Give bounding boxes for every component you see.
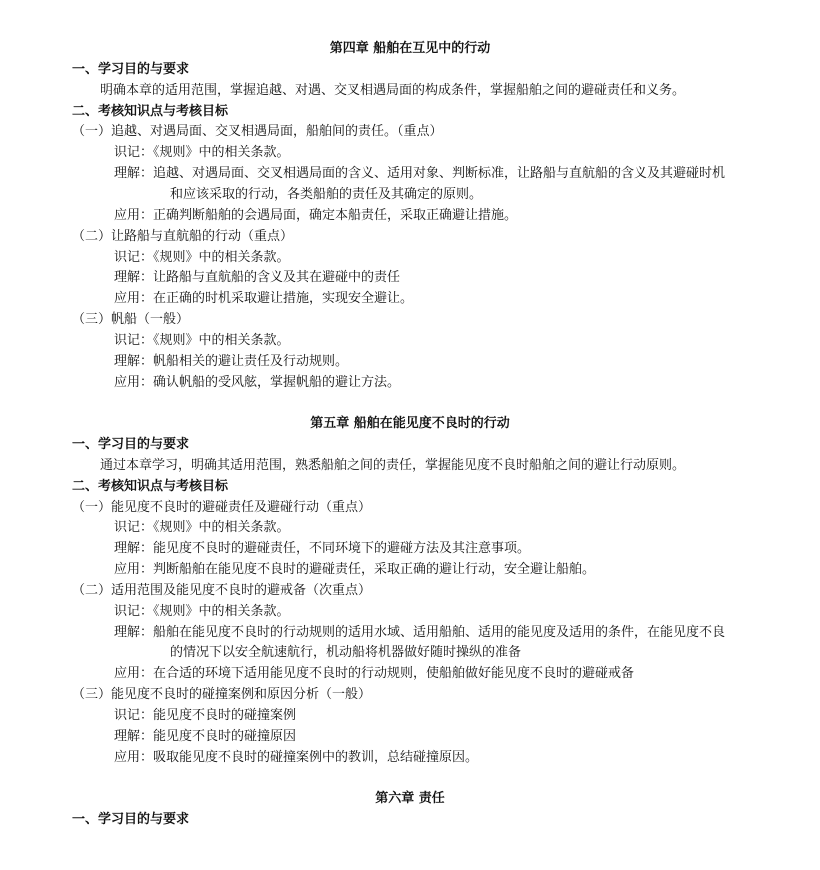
- chapter-4-section-1-heading: （一）追越、对遇局面、交叉相遇局面，船舶间的责任。（重点）: [72, 124, 443, 139]
- chapter-4-goals-heading: 一、学习目的与要求: [72, 62, 190, 77]
- chapter-5-title: 第五章 船舶在能见度不良时的行动: [310, 416, 510, 431]
- chapter-5-points-heading: 二、考核知识点与考核目标: [72, 479, 229, 494]
- chapter-4-section-1-recall: 识记：《规则》中的相关条款。: [114, 145, 290, 160]
- chapter-5-section-3-heading: （三）能见度不良时的碰撞案例和原因分析（一般）: [72, 687, 372, 702]
- chapter-4-section-3-understand: 理解：帆船相关的避让责任及行动规则。: [114, 354, 349, 369]
- chapter-4-section-3-apply: 应用：确认帆船的受风舷，掌握帆船的避让方法。: [114, 375, 401, 390]
- chapter-5-section-1-apply: 应用：判断船舶在能见度不良时的避碰责任，采取正确的避让行动，安全避让船舶。: [114, 562, 596, 577]
- chapter-5-section-1-understand: 理解：能见度不良时的避碰责任，不同环境下的避碰方法及其注意事项。: [114, 541, 531, 556]
- chapter-4-section-2-apply: 应用：在正确的时机采取避让措施，实现安全避让。: [114, 291, 414, 306]
- chapter-5-section-1-heading: （一）能见度不良时的避碰责任及避碰行动（重点）: [72, 500, 372, 515]
- chapter-4-title: 第四章 船舶在互见中的行动: [329, 41, 491, 56]
- chapter-4-section-1-apply: 应用：正确判断船舶的会遇局面，确定本船责任，采取正确避让措施。: [114, 208, 518, 223]
- chapter-5-section-2-apply: 应用：在合适的环境下适用能见度不良时的行动规则，使船舶做好能见度不良时的避碰戒备: [114, 666, 635, 681]
- chapter-4-section-3-heading: （三）帆船（一般）: [72, 312, 190, 327]
- chapter-6-goals-heading: 一、学习目的与要求: [72, 812, 190, 827]
- chapter-5-goals-text: 通过本章学习，明确其适用范围，熟悉船舶之间的责任，掌握能见度不良时船舶之间的避让行动原则。: [100, 458, 686, 473]
- chapter-5-section-3-understand: 理解：能见度不良时的碰撞原因: [114, 729, 297, 744]
- chapter-4-points-heading: 二、考核知识点与考核目标: [72, 104, 229, 119]
- chapter-5-section-3-recall: 识记：能见度不良时的碰撞案例: [114, 708, 297, 723]
- chapter-4-section-1-understand: 理解：追越、对遇局面、交叉相遇局面的含义、适用对象、判断标准，让路船与直航船的含义及其避碰时机: [114, 166, 726, 181]
- chapter-5-section-2-understand-cont: 的情况下以安全航速航行，机动船将机器做好随时操纵的准备: [170, 645, 522, 660]
- chapter-5-section-2-understand: 理解：船舶在能见度不良时的行动规则的适用水域、适用船舶、适用的能见度及适用的条件，在能见度不良: [114, 625, 726, 640]
- chapter-5-section-2-recall: 识记：《规则》中的相关条款。: [114, 604, 290, 619]
- chapter-4-section-1-understand-cont: 和应该采取的行动，各类船舶的责任及其确定的原则。: [170, 187, 483, 202]
- chapter-5-section-2-heading: （二）适用范围及能见度不良时的避戒备（次重点）: [72, 583, 372, 598]
- chapter-5-section-1-recall: 识记：《规则》中的相关条款。: [114, 520, 290, 535]
- chapter-4-section-2-recall: 识记：《规则》中的相关条款。: [114, 250, 290, 265]
- chapter-5-section-3-apply: 应用：吸取能见度不良时的碰撞案例中的教训，总结碰撞原因。: [114, 750, 479, 765]
- chapter-4-section-2-heading: （二）让路船与直航船的行动（重点）: [72, 229, 294, 244]
- chapter-4-section-2-understand: 理解：让路船与直航船的含义及其在避碰中的责任: [114, 270, 401, 285]
- chapter-4-section-3-recall: 识记：《规则》中的相关条款。: [114, 333, 290, 348]
- chapter-6-title: 第六章 责任: [375, 791, 445, 806]
- chapter-4-goals-text: 明确本章的适用范围，掌握追越、对遇、交叉相遇局面的构成条件，掌握船舶之间的避碰责任和义务。: [100, 83, 686, 98]
- chapter-5-goals-heading: 一、学习目的与要求: [72, 437, 190, 452]
